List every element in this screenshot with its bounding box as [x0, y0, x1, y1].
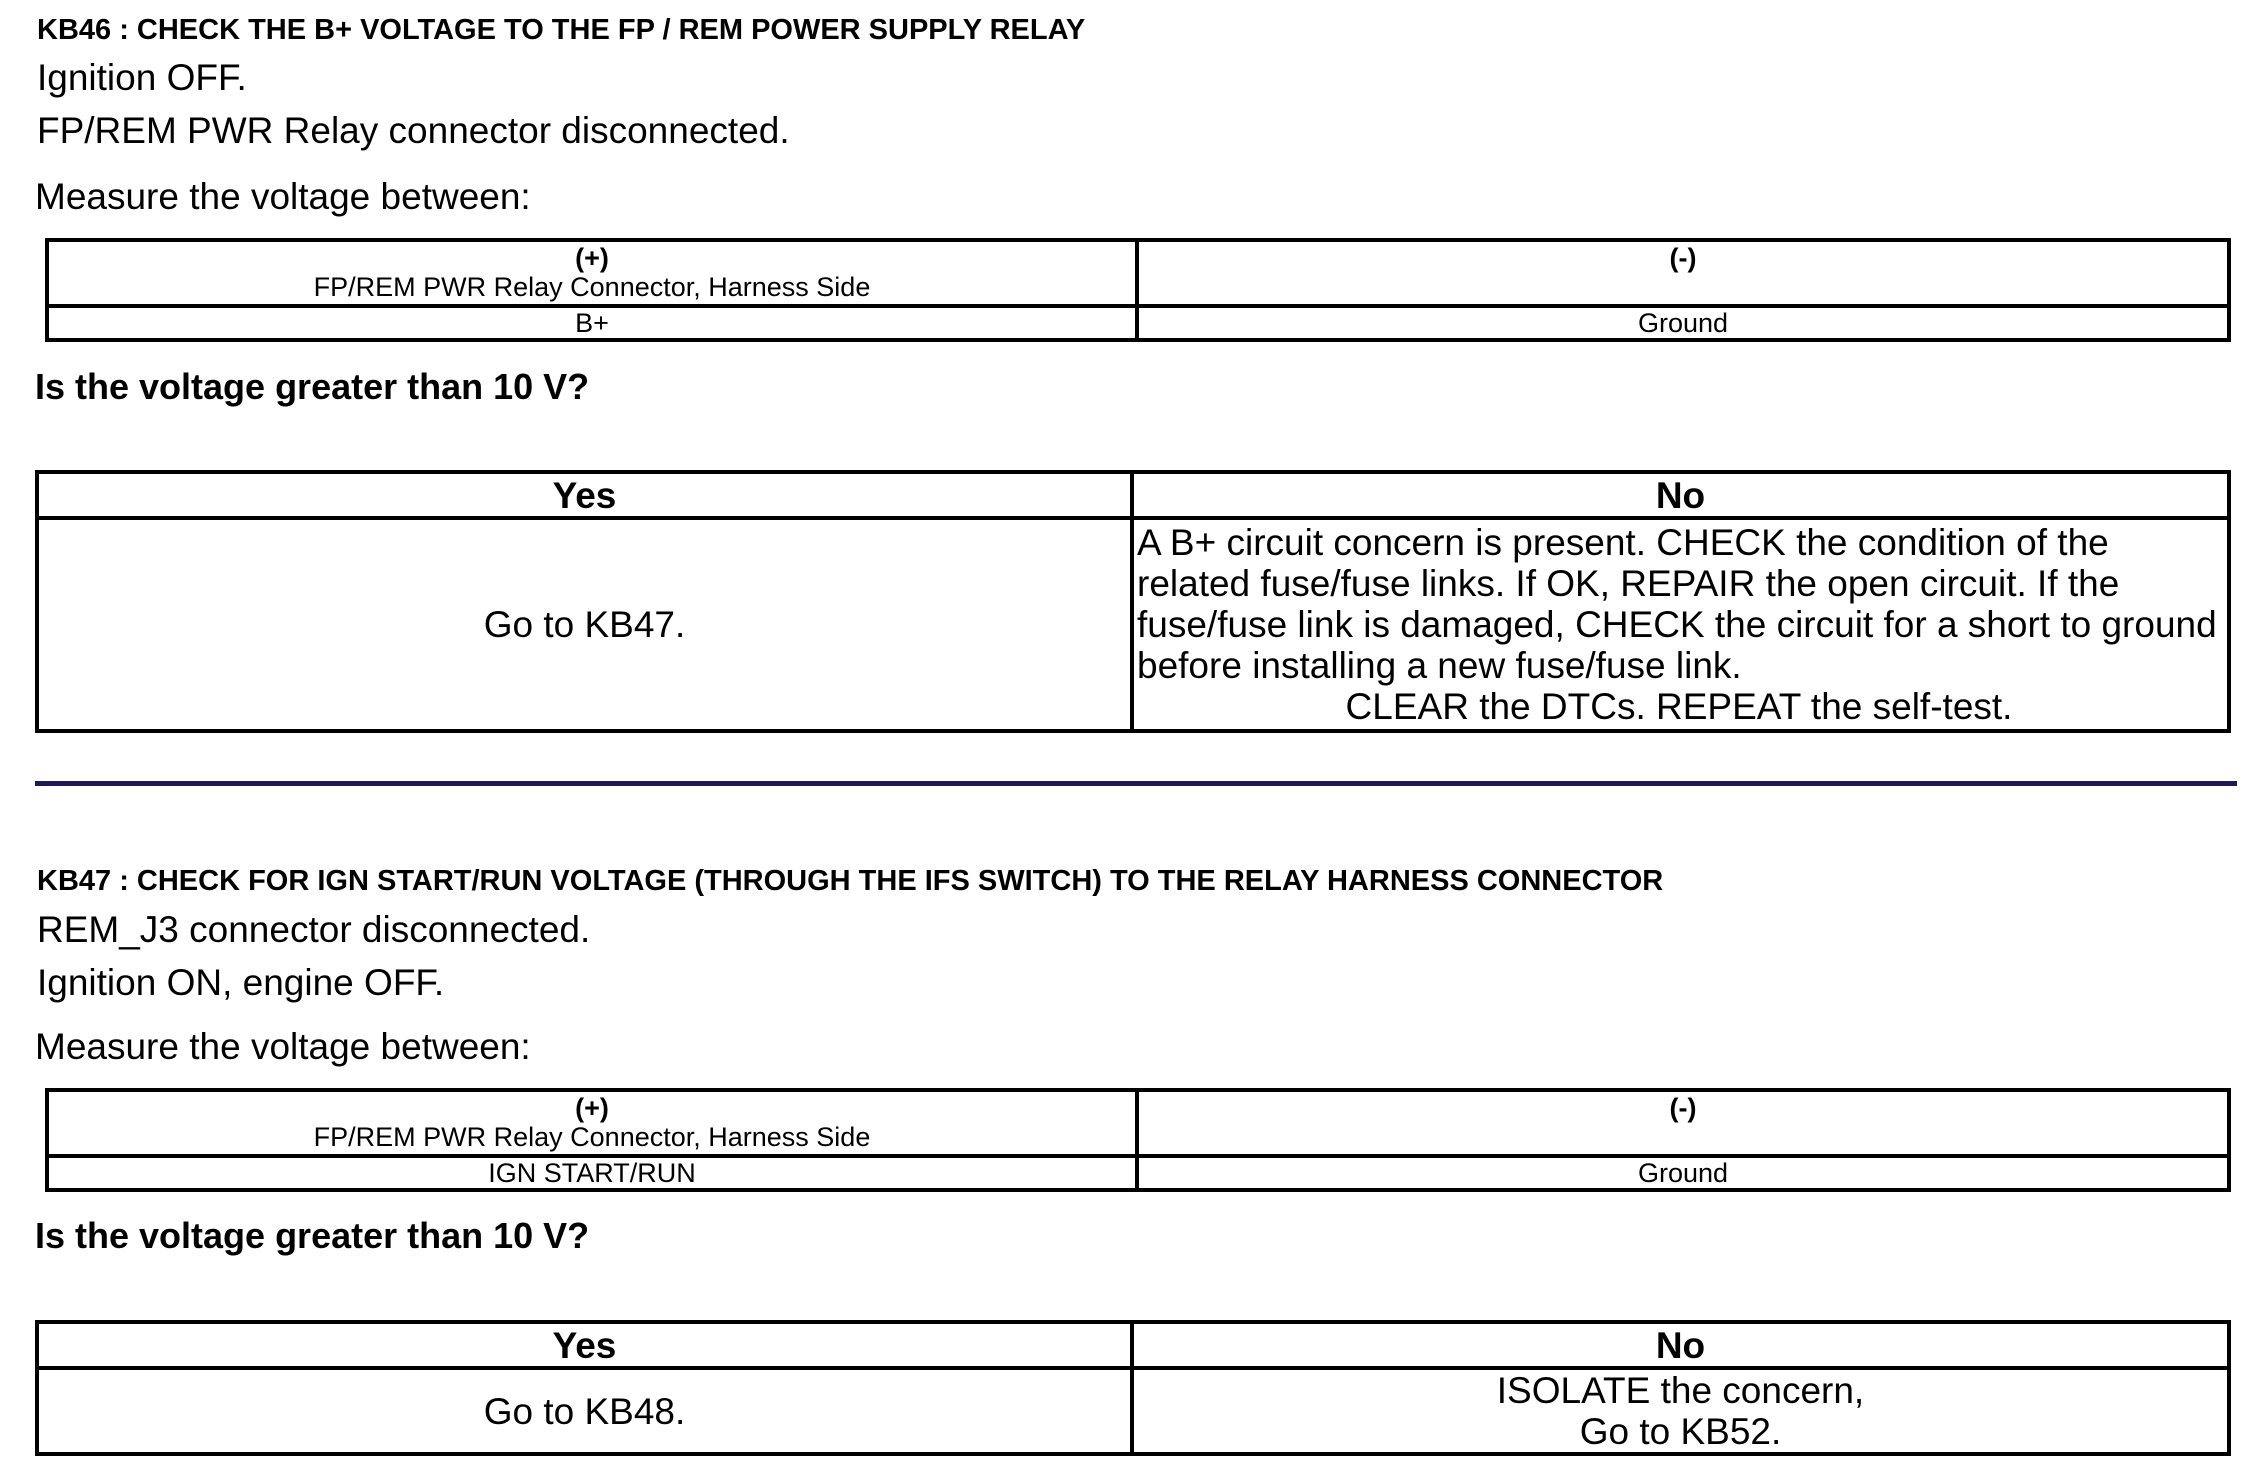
- negative-lead-value: Ground: [1137, 1156, 2229, 1190]
- question-kb47: Is the voltage greater than 10 V?: [35, 1215, 590, 1256]
- no-action: [1132, 1368, 2229, 1454]
- negative-lead-header: [1137, 1090, 2229, 1156]
- no-header: No: [1132, 1322, 2229, 1368]
- yes-header: Yes: [37, 472, 1132, 518]
- measure-label: Measure the voltage between:: [35, 1026, 531, 1067]
- yes-action: Go to KB47.: [37, 518, 1132, 731]
- condition-ignition-off: Ignition OFF.: [37, 57, 247, 98]
- positive-lead-label: FP/REM PWR Relay Connector, Harness Side: [313, 272, 871, 302]
- positive-sign: (+): [575, 1093, 609, 1123]
- step-title-kb47: KB47 : CHECK FOR IGN START/RUN VOLTAGE (THROUGH THE IFS SWITCH) TO THE RELAY HARNESS CONNECTOR: [37, 865, 1664, 897]
- result-table-kb47: [35, 1320, 2231, 1456]
- result-table-kb46: [35, 470, 2231, 733]
- positive-lead-label: FP/REM PWR Relay Connector, Harness Side: [313, 1122, 871, 1152]
- no-action-line1: ISOLATE the concern,: [1496, 1370, 1865, 1411]
- negative-sign: (-): [1669, 1093, 1697, 1123]
- negative-lead-value: Ground: [1137, 306, 2229, 340]
- no-action: [1132, 518, 2229, 731]
- section-divider: [35, 781, 2237, 786]
- positive-lead-header: [47, 1090, 1137, 1156]
- measurement-table-kb47: [45, 1088, 2231, 1192]
- positive-sign: (+): [575, 243, 609, 273]
- question-kb46: Is the voltage greater than 10 V?: [35, 366, 590, 407]
- positive-lead-header: [47, 240, 1137, 306]
- condition-relay-disconnected: FP/REM PWR Relay connector disconnected.: [37, 110, 790, 151]
- no-action-line2: Go to KB52.: [1579, 1411, 1782, 1452]
- condition-connector-disconnected: REM_J3 connector disconnected.: [37, 909, 591, 950]
- positive-lead-value: IGN START/RUN: [47, 1156, 1137, 1190]
- negative-lead-header: [1137, 240, 2229, 306]
- no-action-text: A B+ circuit concern is present. CHECK the condition of the related fuse/fuse links. If OK, REPAIR the open circuit. If the fuse/fuse link is damaged, CHECK the circuit for a short to ground before installing a new fuse/fuse link.: [1137, 522, 2217, 686]
- measure-label: Measure the voltage between:: [35, 176, 531, 217]
- measurement-table-kb46: [45, 238, 2231, 342]
- yes-action: Go to KB48.: [37, 1368, 1132, 1454]
- no-header: No: [1132, 472, 2229, 518]
- no-action-final: CLEAR the DTCs. REPEAT the self-test.: [1345, 686, 2013, 727]
- yes-header: Yes: [37, 1322, 1132, 1368]
- condition-ignition-on: Ignition ON, engine OFF.: [37, 962, 445, 1003]
- positive-lead-value: B+: [47, 306, 1137, 340]
- step-title-kb46: KB46 : CHECK THE B+ VOLTAGE TO THE FP / REM POWER SUPPLY RELAY: [37, 14, 1086, 46]
- negative-sign: (-): [1669, 243, 1697, 273]
